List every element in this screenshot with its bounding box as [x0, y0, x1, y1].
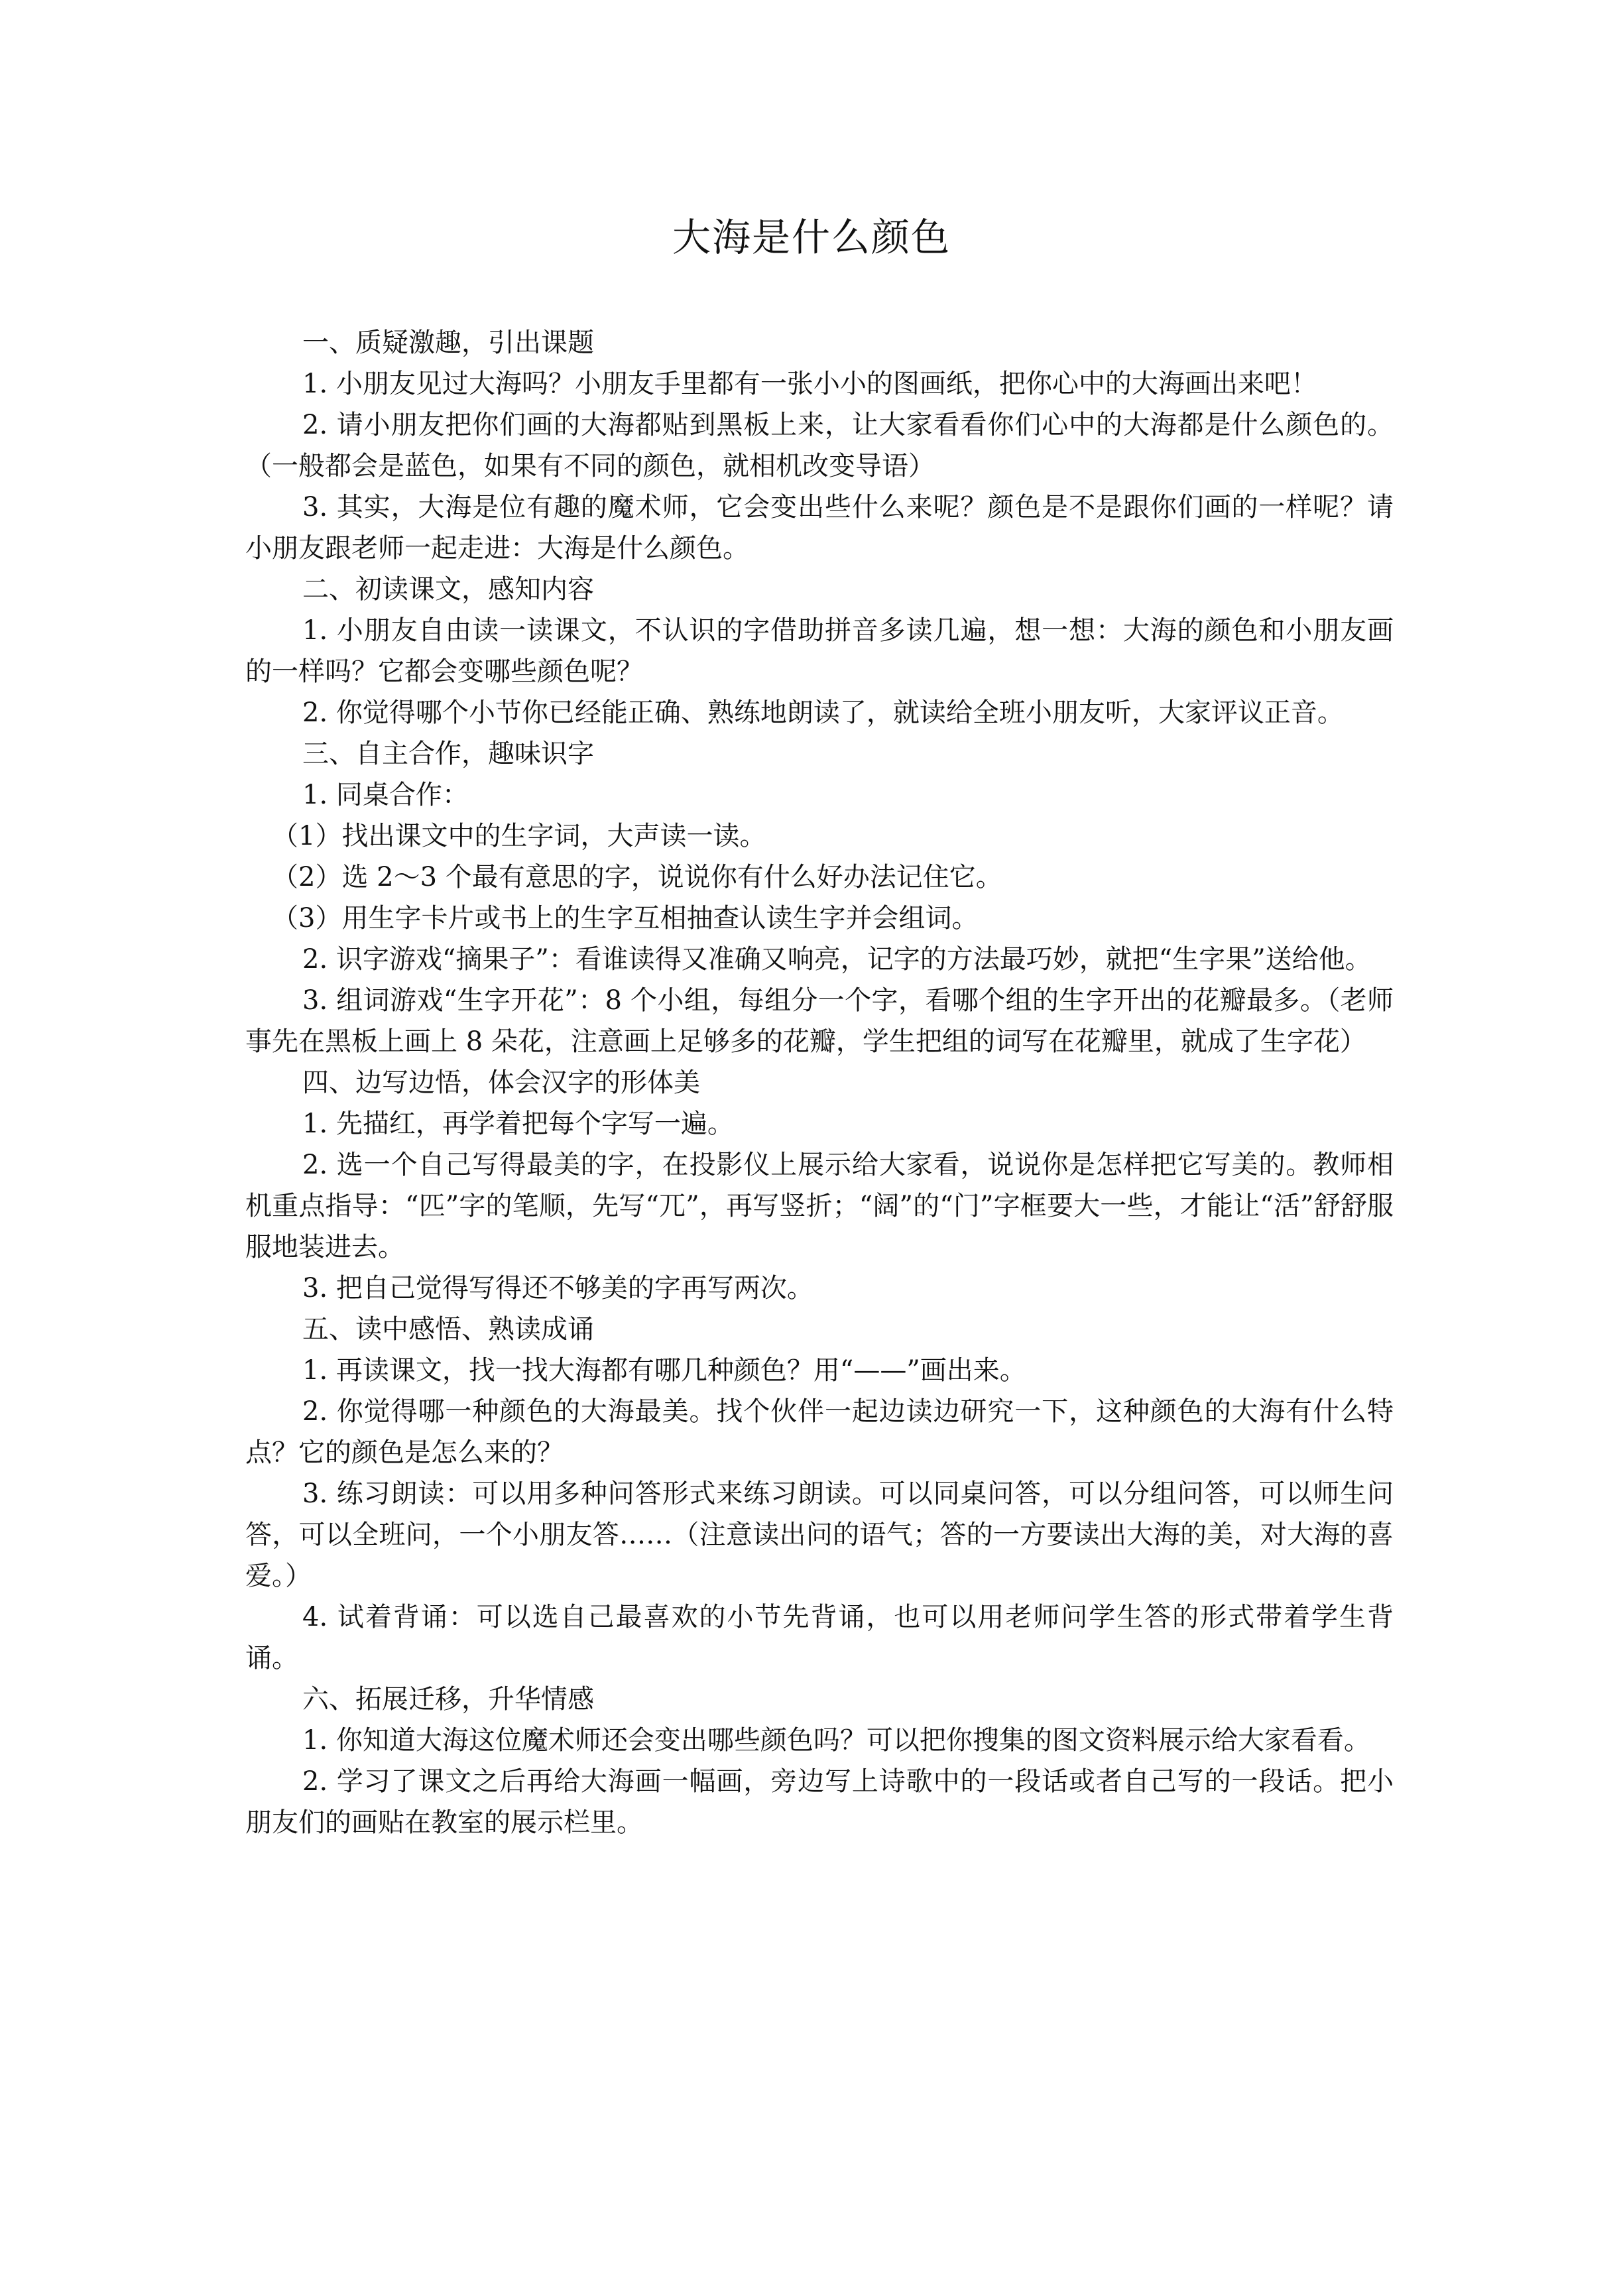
paragraph: 1. 再读课文，找一找大海都有哪几种颜色？用“——”画出来。 — [302, 1355, 1026, 1386]
paragraph: 1. 同桌合作： — [302, 780, 469, 810]
section-heading-4: 四、边写边悟，体会汉字的形体美 — [302, 1067, 700, 1098]
document-title: 大海是什么颜色 — [672, 215, 951, 260]
section-heading-3: 三、自主合作，趣味识字 — [302, 739, 594, 769]
paragraph: 2. 你觉得哪个小节你已经能正确、熟练地朗读了，就读给全班小朋友听，大家评议正音。 — [302, 697, 1344, 728]
paragraph: 2. 你觉得哪一种颜色的大海最美。找个伙伴一起边读边研究一下，这种颜色的大海有什么特点？它的颜色是怎么来的？ — [245, 1396, 1394, 1468]
section-heading-1: 一、质疑激趣，引出课题 — [302, 328, 594, 358]
section-heading-5: 五、读中感悟、熟读成诵 — [302, 1314, 594, 1345]
paragraph: 2. 选一个自己写得最美的字，在投影仪上展示给大家看，说说你是怎样把它写美的。教师相机重点指导：“匹”字的笔顺，先写“兀”，再写竖折；“阔”的“门”字框要大一些，才能让“活”舒舒服服地装进去。 — [245, 1150, 1394, 1262]
paragraph: 3. 其实，大海是位有趣的魔术师，它会变出些什么来呢？颜色是不是跟你们画的一样呢？请小朋友跟老师一起走进：大海是什么颜色。 — [245, 492, 1394, 564]
paragraph: 1. 先描红，再学着把每个字写一遍。 — [302, 1109, 734, 1139]
paragraph: 3. 把自己觉得写得还不够美的字再写两次。 — [302, 1273, 813, 1303]
paragraph: 2. 请小朋友把你们画的大海都贴到黑板上来，让大家看看你们心中的大海都是什么颜色的。（一般都会是蓝色，如果有不同的颜色，就相机改变导语） — [245, 410, 1394, 481]
paragraph: 3. 练习朗读：可以用多种问答形式来练习朗读。可以同桌问答，可以分组问答，可以师生问答，可以全班问，一个小朋友答……（注意读出问的语气；答的一方要读出大海的美，对大海的喜爱。） — [245, 1479, 1394, 1591]
paragraph: 1. 小朋友自由读一读课文，不认识的字借助拼音多读几遍，想一想：大海的颜色和小朋友画的一样吗？它都会变哪些颜色呢？ — [245, 615, 1394, 687]
sub-item: （1）找出课文中的生字词，大声读一读。 — [272, 821, 766, 851]
paragraph: 3. 组词游戏“生字开花”：8 个小组，每组分一个字，看哪个组的生字开出的花瓣最多。（老师事先在黑板上画上 8 朵花，注意画上足够多的花瓣，学生把组的词写在花瓣里，就成了生字花） — [245, 985, 1394, 1057]
paragraph: 4. 试着背诵：可以选自己最喜欢的小节先背诵，也可以用老师问学生答的形式带着学生背诵。 — [245, 1602, 1394, 1673]
paragraph: 2. 识字游戏“摘果子”：看谁读得又准确又响亮，记字的方法最巧妙，就把“生字果”送给他。 — [302, 944, 1372, 975]
document-body — [245, 322, 1394, 1843]
section-heading-6: 六、拓展迁移，升华情感 — [302, 1684, 594, 1715]
paragraph: 1. 小朋友见过大海吗？小朋友手里都有一张小小的图画纸，把你心中的大海画出来吧！ — [302, 369, 1317, 399]
paragraph: 2. 学习了课文之后再给大海画一幅画，旁边写上诗歌中的一段话或者自己写的一段话。把小朋友们的画贴在教室的展示栏里。 — [245, 1766, 1394, 1838]
paragraph: 1. 你知道大海这位魔术师还会变出哪些颜色吗？可以把你搜集的图文资料展示给大家看看。 — [302, 1725, 1370, 1756]
sub-item: （3）用生字卡片或书上的生字互相抽查认读生字并会组词。 — [272, 903, 979, 934]
sub-item: （2）选 2～3 个最有意思的字，说说你有什么好办法记住它。 — [272, 862, 1002, 892]
section-heading-2: 二、初读课文，感知内容 — [302, 574, 594, 605]
